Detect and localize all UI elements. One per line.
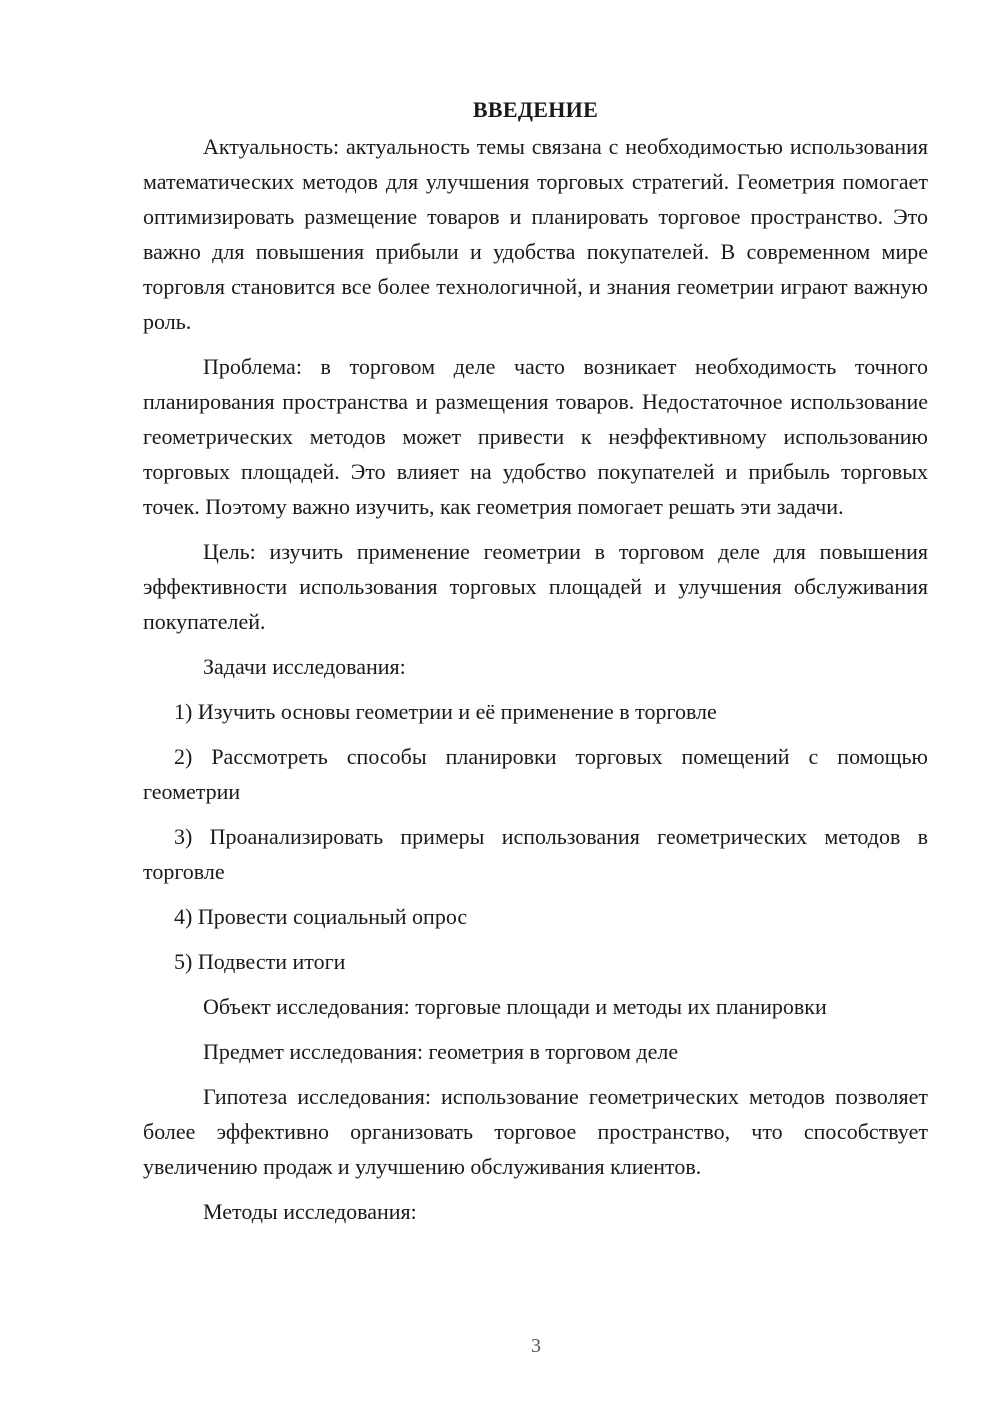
task-item-5: 5) Подвести итоги <box>174 949 346 974</box>
task-item-2: 2) Рассмотреть способы планировки торговых помещений с помощью геометрии <box>143 744 928 804</box>
page-number: 3 <box>531 1335 541 1357</box>
paragraph-goal: Цель: изучить применение геометрии в торговом деле для повышения эффективности использования торговых площадей и улучшения обслуживания покупателей. <box>143 539 928 634</box>
paragraph-relevance: Актуальность: актуальность темы связана с необходимостью использования математических методов для улучшения торговых стратегий. Геометрия помогает оптимизировать размещение товаров и планировать торговое пространство. Это важно для повышения прибыли и удобства покупателей. В современном мире торговля становится все более технологичной, и знания геометрии играют важную роль. <box>143 134 928 334</box>
task-item-1: 1) Изучить основы геометрии и её применение в торговле <box>174 699 717 724</box>
paragraph-object: Объект исследования: торговые площади и методы их планировки <box>203 994 827 1019</box>
task-item-4: 4) Провести социальный опрос <box>174 904 468 929</box>
document-page <box>143 92 928 1239</box>
paragraph-problem: Проблема: в торговом деле часто возникает необходимость точного планирования пространства и размещения товаров. Недостаточное использование геометрических методов может привести к неэффективному использованию торговых площадей. Это влияет на удобство покупателей и прибыль торговых точек. Поэтому важно изучить, как геометрия помогает решать эти задачи. <box>143 354 928 519</box>
methods-heading: Методы исследования: <box>203 1199 417 1224</box>
task-item-3: 3) Проанализировать примеры использования геометрических методов в торговле <box>143 824 928 884</box>
tasks-heading: Задачи исследования: <box>203 654 406 679</box>
section-title: ВВЕДЕНИЕ <box>472 97 599 122</box>
paragraph-subject: Предмет исследования: геометрия в торговом деле <box>203 1039 679 1064</box>
paragraph-hypothesis: Гипотеза исследования: использование геометрических методов позволяет более эффективно организовать торговое пространство, что способствует увеличению продаж и улучшению обслуживания клиентов. <box>143 1084 928 1179</box>
